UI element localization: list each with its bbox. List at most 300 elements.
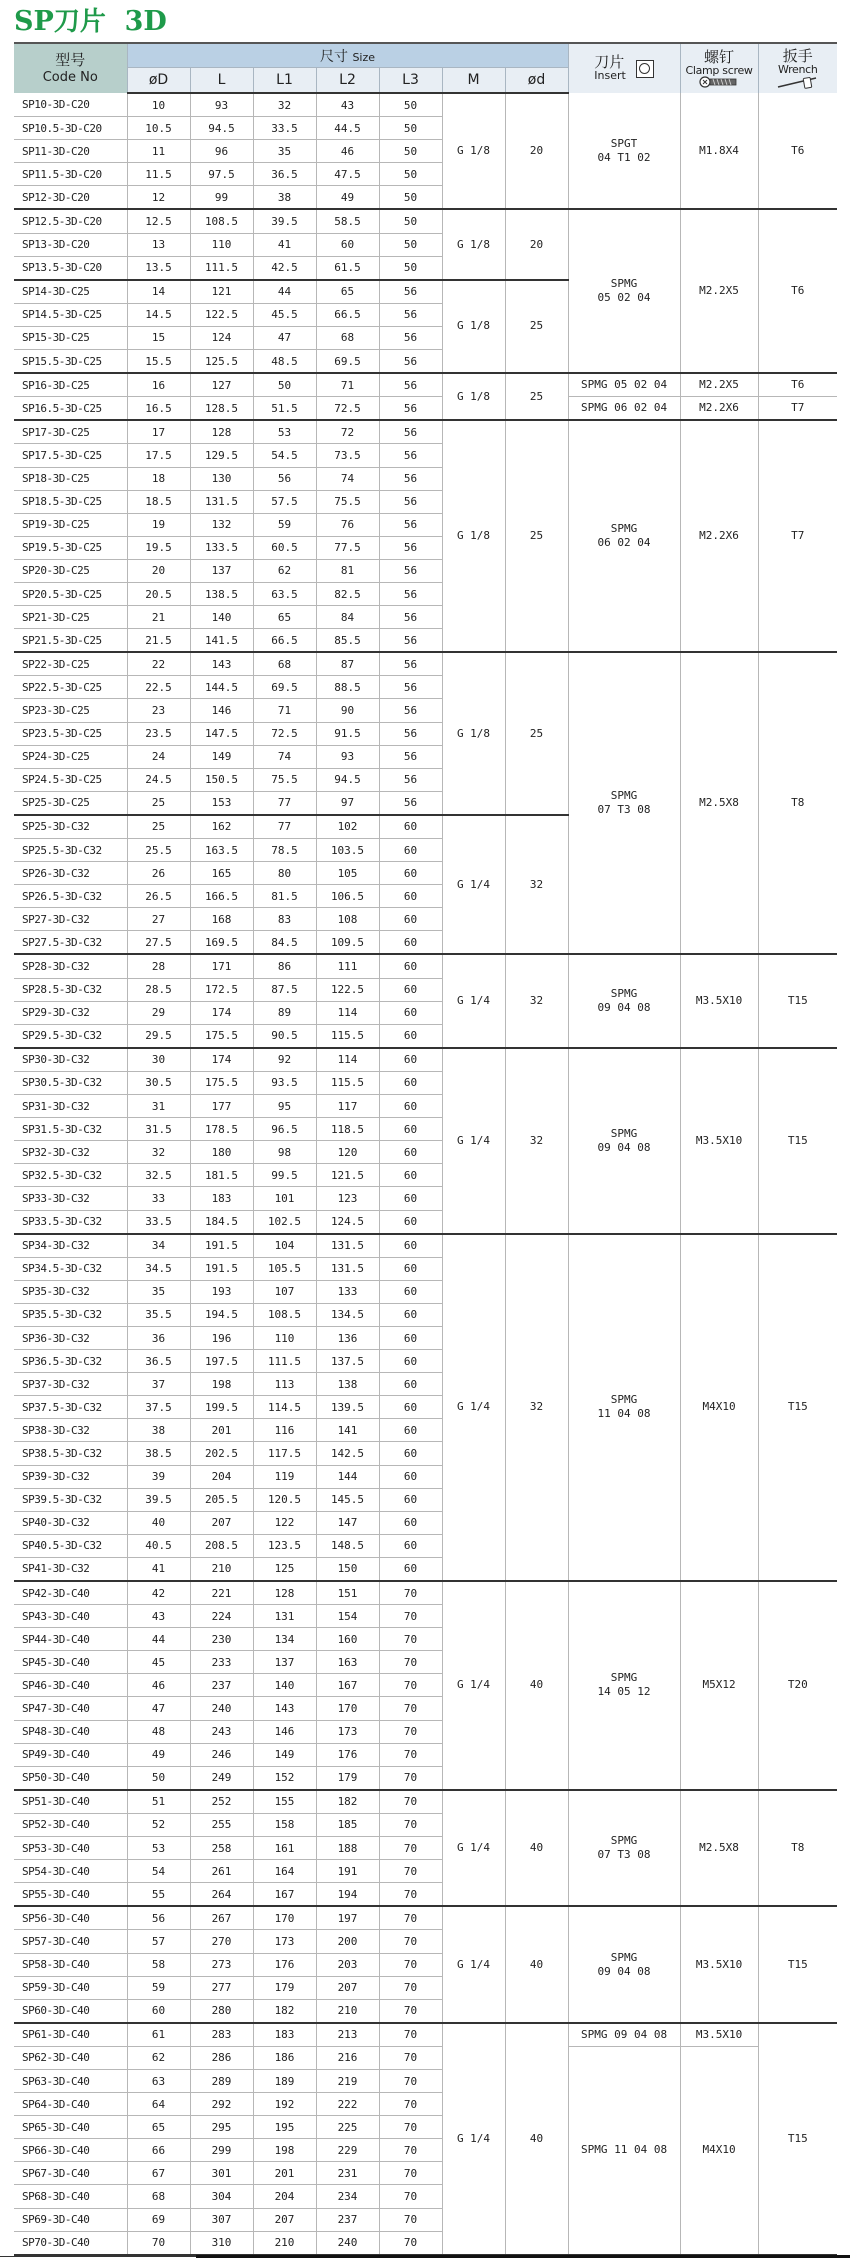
od-cell: 60 <box>127 1999 190 2023</box>
shank-d-cell: 32 <box>505 954 568 1047</box>
l2-cell: 85.5 <box>316 629 379 653</box>
thread-m-cell: G 1/4 <box>442 954 505 1047</box>
l2-cell: 144 <box>316 1465 379 1488</box>
clamp-screw-cell: M2.5X8 <box>680 1790 758 1906</box>
shank-d-cell: 32 <box>505 1234 568 1581</box>
l-cell: 193 <box>190 1280 253 1303</box>
l-cell: 94.5 <box>190 117 253 140</box>
l-cell: 150.5 <box>190 768 253 791</box>
l1-cell: 69.5 <box>253 676 316 699</box>
l1-cell: 198 <box>253 2139 316 2162</box>
l1-cell: 105.5 <box>253 1257 316 1280</box>
l-cell: 169.5 <box>190 931 253 955</box>
l1-cell: 62 <box>253 559 316 582</box>
l3-cell: 60 <box>379 1001 442 1024</box>
l-cell: 204 <box>190 1465 253 1488</box>
od-cell: 40 <box>127 1511 190 1534</box>
code-cell: SP49-3D-C40 <box>14 1743 127 1766</box>
l3-cell: 56 <box>379 420 442 444</box>
l3-cell: 60 <box>379 839 442 862</box>
insert-line: SPMG <box>610 1834 638 1848</box>
wrench-cell: T20 <box>758 1581 837 1790</box>
shank-d-cell: 20 <box>505 209 568 279</box>
col-header-l2: L2 <box>316 68 379 94</box>
code-cell: SP23.5-3D-C25 <box>14 722 127 745</box>
l3-cell: 50 <box>379 186 442 210</box>
od-cell: 19.5 <box>127 536 190 559</box>
l3-cell: 56 <box>379 280 442 304</box>
od-cell: 62 <box>127 2046 190 2069</box>
thread-m-cell: G 1/4 <box>442 1048 505 1234</box>
l3-cell: 50 <box>379 140 442 163</box>
insert-line: 04 T1 02 <box>597 150 651 164</box>
insert-cell <box>568 1234 680 1581</box>
l1-cell: 131 <box>253 1605 316 1628</box>
l-cell: 221 <box>190 1581 253 1605</box>
l2-cell: 219 <box>316 2069 379 2092</box>
clamp-screw-cell: M2.2X5 <box>680 373 758 397</box>
l3-cell: 60 <box>379 1187 442 1210</box>
clamp-screw-cell: M5X12 <box>680 1581 758 1790</box>
od-cell: 32 <box>127 1141 190 1164</box>
code-cell: SP17.5-3D-C25 <box>14 444 127 467</box>
insert-cell <box>568 420 680 652</box>
l-cell: 230 <box>190 1628 253 1651</box>
l3-cell: 60 <box>379 1326 442 1349</box>
l3-cell: 70 <box>379 2208 442 2231</box>
insert-cell <box>568 954 680 1047</box>
code-cell: SP29.5-3D-C32 <box>14 1024 127 1048</box>
code-cell: SP25-3D-C32 <box>14 815 127 839</box>
l3-cell: 60 <box>379 885 442 908</box>
l1-cell: 99.5 <box>253 1164 316 1187</box>
l2-cell: 69.5 <box>316 350 379 374</box>
insert-line: SPGT <box>610 136 638 150</box>
shank-d-cell: 20 <box>505 93 568 209</box>
l1-cell: 57.5 <box>253 490 316 513</box>
insert-cell <box>568 397 680 421</box>
code-cell: SP18.5-3D-C25 <box>14 490 127 513</box>
od-cell: 44 <box>127 1628 190 1651</box>
l3-cell: 56 <box>379 606 442 629</box>
l2-cell: 84 <box>316 606 379 629</box>
od-cell: 28 <box>127 954 190 978</box>
code-cell: SP54-3D-C40 <box>14 1860 127 1883</box>
l2-cell: 105 <box>316 862 379 885</box>
od-cell: 46 <box>127 1674 190 1697</box>
l3-cell: 60 <box>379 1210 442 1234</box>
l1-cell: 134 <box>253 1628 316 1651</box>
code-cell: SP35.5-3D-C32 <box>14 1303 127 1326</box>
l-cell: 121 <box>190 280 253 304</box>
insert-header-cn: 刀片 <box>594 52 625 71</box>
l3-cell: 60 <box>379 1164 442 1187</box>
thread-m-cell: G 1/8 <box>442 280 505 373</box>
l-cell: 273 <box>190 1953 253 1976</box>
square-insert-icon <box>636 60 654 78</box>
l3-cell: 70 <box>379 2116 442 2139</box>
l1-cell: 65 <box>253 606 316 629</box>
clamp-screw-header <box>680 43 758 93</box>
insert-line: SPMG <box>610 522 638 536</box>
l-cell: 180 <box>190 1141 253 1164</box>
code-cell: SP22-3D-C25 <box>14 652 127 676</box>
l1-cell: 146 <box>253 1720 316 1743</box>
l3-cell: 70 <box>379 2093 442 2116</box>
l2-cell: 111 <box>316 954 379 978</box>
l1-cell: 125 <box>253 1557 316 1581</box>
l-cell: 289 <box>190 2069 253 2092</box>
code-cell: SP52-3D-C40 <box>14 1813 127 1836</box>
table-row <box>14 2023 837 2047</box>
od-cell: 27 <box>127 908 190 931</box>
od-cell: 18 <box>127 467 190 490</box>
od-cell: 30 <box>127 1048 190 1072</box>
code-cell: SP65-3D-C40 <box>14 2116 127 2139</box>
l3-cell: 60 <box>379 1024 442 1048</box>
l3-cell: 56 <box>379 444 442 467</box>
code-cell: SP69-3D-C40 <box>14 2208 127 2231</box>
l3-cell: 60 <box>379 1257 442 1280</box>
l1-cell: 80 <box>253 862 316 885</box>
l-cell: 280 <box>190 1999 253 2023</box>
l3-cell: 70 <box>379 1628 442 1651</box>
od-cell: 56 <box>127 1906 190 1930</box>
l2-cell: 173 <box>316 1720 379 1743</box>
l2-cell: 167 <box>316 1674 379 1697</box>
l3-cell: 70 <box>379 1581 442 1605</box>
l1-cell: 119 <box>253 1465 316 1488</box>
l2-cell: 216 <box>316 2046 379 2069</box>
od-cell: 70 <box>127 2231 190 2255</box>
l3-cell: 56 <box>379 768 442 791</box>
l2-cell: 122.5 <box>316 978 379 1001</box>
l1-cell: 183 <box>253 2023 316 2047</box>
od-cell: 27.5 <box>127 931 190 955</box>
l2-cell: 97 <box>316 791 379 815</box>
l1-cell: 77 <box>253 791 316 815</box>
od-cell: 34 <box>127 1234 190 1258</box>
l3-cell: 60 <box>379 931 442 955</box>
shank-d-cell: 40 <box>505 2023 568 2255</box>
code-cell: SP29-3D-C32 <box>14 1001 127 1024</box>
l3-cell: 60 <box>379 1557 442 1581</box>
l3-cell: 56 <box>379 490 442 513</box>
l1-cell: 32 <box>253 93 316 117</box>
insert-cell <box>568 652 680 954</box>
od-cell: 57 <box>127 1930 190 1953</box>
l-cell: 124 <box>190 326 253 349</box>
l1-cell: 137 <box>253 1651 316 1674</box>
l-cell: 108.5 <box>190 209 253 233</box>
code-cell: SP23-3D-C25 <box>14 699 127 722</box>
l-cell: 205.5 <box>190 1488 253 1511</box>
code-cell: SP36-3D-C32 <box>14 1326 127 1349</box>
od-cell: 67 <box>127 2162 190 2185</box>
od-cell: 31 <box>127 1095 190 1118</box>
l2-cell: 93 <box>316 745 379 768</box>
l2-cell: 170 <box>316 1697 379 1720</box>
l1-cell: 204 <box>253 2185 316 2208</box>
l2-cell: 82.5 <box>316 582 379 605</box>
l3-cell: 70 <box>379 1999 442 2023</box>
l1-cell: 158 <box>253 1813 316 1836</box>
code-cell: SP55-3D-C40 <box>14 1883 127 1907</box>
wrench-cell: T6 <box>758 93 837 209</box>
table-row <box>14 1234 837 1258</box>
l1-cell: 51.5 <box>253 397 316 421</box>
l2-cell: 103.5 <box>316 839 379 862</box>
code-cell: SP39-3D-C32 <box>14 1465 127 1488</box>
l1-cell: 50 <box>253 373 316 397</box>
od-cell: 14.5 <box>127 303 190 326</box>
l2-cell: 58.5 <box>316 209 379 233</box>
code-cell: SP24.5-3D-C25 <box>14 768 127 791</box>
l1-cell: 176 <box>253 1953 316 1976</box>
l-cell: 304 <box>190 2185 253 2208</box>
code-cell: SP21-3D-C25 <box>14 606 127 629</box>
code-cell: SP13-3D-C20 <box>14 233 127 256</box>
wrench-cell: T6 <box>758 209 837 373</box>
l-cell: 240 <box>190 1697 253 1720</box>
l2-cell: 194 <box>316 1883 379 1907</box>
l2-cell: 142.5 <box>316 1442 379 1465</box>
l-cell: 197.5 <box>190 1350 253 1373</box>
l-cell: 277 <box>190 1976 253 1999</box>
code-cell: SP30.5-3D-C32 <box>14 1071 127 1094</box>
code-cell: SP61-3D-C40 <box>14 2023 127 2047</box>
l2-cell: 77.5 <box>316 536 379 559</box>
insert-line: SPMG <box>610 1126 638 1140</box>
table-row <box>14 1581 837 1605</box>
code-cell: SP20-3D-C25 <box>14 559 127 582</box>
l3-cell: 50 <box>379 209 442 233</box>
l2-cell: 121.5 <box>316 1164 379 1187</box>
l1-cell: 164 <box>253 1860 316 1883</box>
l1-cell: 56 <box>253 467 316 490</box>
l-cell: 129.5 <box>190 444 253 467</box>
l2-cell: 234 <box>316 2185 379 2208</box>
l1-cell: 167 <box>253 1883 316 1907</box>
l2-cell: 137.5 <box>316 1350 379 1373</box>
l-cell: 252 <box>190 1790 253 1814</box>
l3-cell: 60 <box>379 908 442 931</box>
code-cell: SP30-3D-C32 <box>14 1048 127 1072</box>
l-cell: 141.5 <box>190 629 253 653</box>
l2-cell: 207 <box>316 1976 379 1999</box>
table-row <box>14 373 837 397</box>
l3-cell: 60 <box>379 1280 442 1303</box>
l1-cell: 74 <box>253 745 316 768</box>
l3-cell: 60 <box>379 1118 442 1141</box>
shank-d-cell: 25 <box>505 280 568 373</box>
l2-cell: 71 <box>316 373 379 397</box>
code-cell: SP13.5-3D-C20 <box>14 256 127 280</box>
code-cell: SP14-3D-C25 <box>14 280 127 304</box>
l2-cell: 148.5 <box>316 1534 379 1557</box>
clamp-screw-cell: M4X10 <box>680 2046 758 2254</box>
od-cell: 48 <box>127 1720 190 1743</box>
code-cell: SP37.5-3D-C32 <box>14 1396 127 1419</box>
l-cell: 299 <box>190 2139 253 2162</box>
l-cell: 143 <box>190 652 253 676</box>
l1-cell: 186 <box>253 2046 316 2069</box>
wrench-cell: T15 <box>758 2023 837 2255</box>
code-header-cn: 型号 <box>55 50 86 69</box>
shank-d-cell: 40 <box>505 1906 568 2022</box>
l-cell: 99 <box>190 186 253 210</box>
od-cell: 26 <box>127 862 190 885</box>
l3-cell: 56 <box>379 326 442 349</box>
od-cell: 25 <box>127 815 190 839</box>
clamp-screw-icon <box>681 76 758 88</box>
insert-line: 05 02 04 <box>597 291 651 305</box>
l1-cell: 48.5 <box>253 350 316 374</box>
l1-cell: 170 <box>253 1906 316 1930</box>
l1-cell: 104 <box>253 1234 316 1258</box>
wrench-header <box>758 43 837 93</box>
thread-m-cell: G 1/4 <box>442 1906 505 2022</box>
code-cell: SP42-3D-C40 <box>14 1581 127 1605</box>
l-cell: 111.5 <box>190 256 253 280</box>
table-row <box>14 1906 837 1930</box>
l-cell: 201 <box>190 1419 253 1442</box>
od-cell: 14 <box>127 280 190 304</box>
code-cell: SP19.5-3D-C25 <box>14 536 127 559</box>
clamp-screw-cell: M3.5X10 <box>680 2023 758 2047</box>
l-cell: 243 <box>190 1720 253 1743</box>
l1-cell: 33.5 <box>253 117 316 140</box>
code-cell: SP41-3D-C32 <box>14 1557 127 1581</box>
od-cell: 15 <box>127 326 190 349</box>
insert-line: 09 04 08 <box>597 1001 651 1015</box>
thread-m-cell: G 1/4 <box>442 1790 505 1906</box>
od-cell: 28.5 <box>127 978 190 1001</box>
od-cell: 35 <box>127 1280 190 1303</box>
l-cell: 258 <box>190 1837 253 1860</box>
insert-line: 11 04 08 <box>597 1407 651 1421</box>
l1-cell: 195 <box>253 2116 316 2139</box>
l2-cell: 154 <box>316 1605 379 1628</box>
l-cell: 122.5 <box>190 303 253 326</box>
od-cell: 54 <box>127 1860 190 1883</box>
l1-cell: 189 <box>253 2069 316 2092</box>
l2-cell: 191 <box>316 1860 379 1883</box>
l3-cell: 56 <box>379 652 442 676</box>
l3-cell: 56 <box>379 536 442 559</box>
l-cell: 237 <box>190 1674 253 1697</box>
l1-cell: 152 <box>253 1766 316 1790</box>
l-cell: 146 <box>190 699 253 722</box>
title-prefix: SP <box>14 6 54 37</box>
l3-cell: 70 <box>379 1697 442 1720</box>
l1-cell: 42.5 <box>253 256 316 280</box>
l1-cell: 71 <box>253 699 316 722</box>
l-cell: 165 <box>190 862 253 885</box>
l3-cell: 60 <box>379 1048 442 1072</box>
l2-cell: 115.5 <box>316 1024 379 1048</box>
l1-cell: 44 <box>253 280 316 304</box>
l3-cell: 56 <box>379 582 442 605</box>
l1-cell: 93.5 <box>253 1071 316 1094</box>
l3-cell: 70 <box>379 1720 442 1743</box>
code-cell: SP46-3D-C40 <box>14 1674 127 1697</box>
insert-cell <box>568 1581 680 1790</box>
code-cell: SP28-3D-C32 <box>14 954 127 978</box>
od-cell: 20 <box>127 559 190 582</box>
code-cell: SP36.5-3D-C32 <box>14 1350 127 1373</box>
code-cell: SP59-3D-C40 <box>14 1976 127 1999</box>
l3-cell: 56 <box>379 467 442 490</box>
table-row <box>14 209 837 233</box>
od-cell: 20.5 <box>127 582 190 605</box>
l1-cell: 192 <box>253 2093 316 2116</box>
code-cell: SP38-3D-C32 <box>14 1419 127 1442</box>
od-cell: 21.5 <box>127 629 190 653</box>
od-cell: 58 <box>127 1953 190 1976</box>
l3-cell: 56 <box>379 513 442 536</box>
l3-cell: 50 <box>379 117 442 140</box>
l-cell: 110 <box>190 233 253 256</box>
l3-cell: 70 <box>379 1605 442 1628</box>
code-cell: SP45-3D-C40 <box>14 1651 127 1674</box>
od-cell: 68 <box>127 2185 190 2208</box>
code-cell: SP27.5-3D-C32 <box>14 931 127 955</box>
l3-cell: 60 <box>379 1234 442 1258</box>
l2-cell: 176 <box>316 1743 379 1766</box>
insert-line: SPMG <box>610 987 638 1001</box>
l3-cell: 56 <box>379 350 442 374</box>
l3-cell: 70 <box>379 2046 442 2069</box>
l-cell: 267 <box>190 1906 253 1930</box>
table-row <box>14 1048 837 1072</box>
shank-d-cell: 40 <box>505 1581 568 1790</box>
l-cell: 175.5 <box>190 1024 253 1048</box>
code-cell: SP44-3D-C40 <box>14 1628 127 1651</box>
insert-header <box>568 43 680 93</box>
wrench-cell: T15 <box>758 954 837 1047</box>
code-cell: SP24-3D-C25 <box>14 745 127 768</box>
l1-cell: 87.5 <box>253 978 316 1001</box>
l2-cell: 147 <box>316 1511 379 1534</box>
thread-m-cell: G 1/4 <box>442 815 505 955</box>
code-cell: SP14.5-3D-C25 <box>14 303 127 326</box>
l2-cell: 115.5 <box>316 1071 379 1094</box>
l1-cell: 54.5 <box>253 444 316 467</box>
shank-d-cell: 25 <box>505 652 568 815</box>
od-cell: 38.5 <box>127 1442 190 1465</box>
l2-cell: 68 <box>316 326 379 349</box>
l2-cell: 114 <box>316 1001 379 1024</box>
l3-cell: 60 <box>379 1141 442 1164</box>
l2-cell: 47.5 <box>316 163 379 186</box>
code-cell: SP51-3D-C40 <box>14 1790 127 1814</box>
l2-cell: 237 <box>316 2208 379 2231</box>
insert-cell <box>568 1048 680 1234</box>
code-cell: SP28.5-3D-C32 <box>14 978 127 1001</box>
l-cell: 286 <box>190 2046 253 2069</box>
table-row <box>14 1790 837 1814</box>
l-cell: 202.5 <box>190 1442 253 1465</box>
l3-cell: 70 <box>379 2069 442 2092</box>
l-cell: 207 <box>190 1511 253 1534</box>
l2-cell: 72.5 <box>316 397 379 421</box>
l3-cell: 60 <box>379 1419 442 1442</box>
shank-d-cell: 32 <box>505 1048 568 1234</box>
l3-cell: 56 <box>379 629 442 653</box>
od-cell: 61 <box>127 2023 190 2047</box>
l-cell: 138.5 <box>190 582 253 605</box>
